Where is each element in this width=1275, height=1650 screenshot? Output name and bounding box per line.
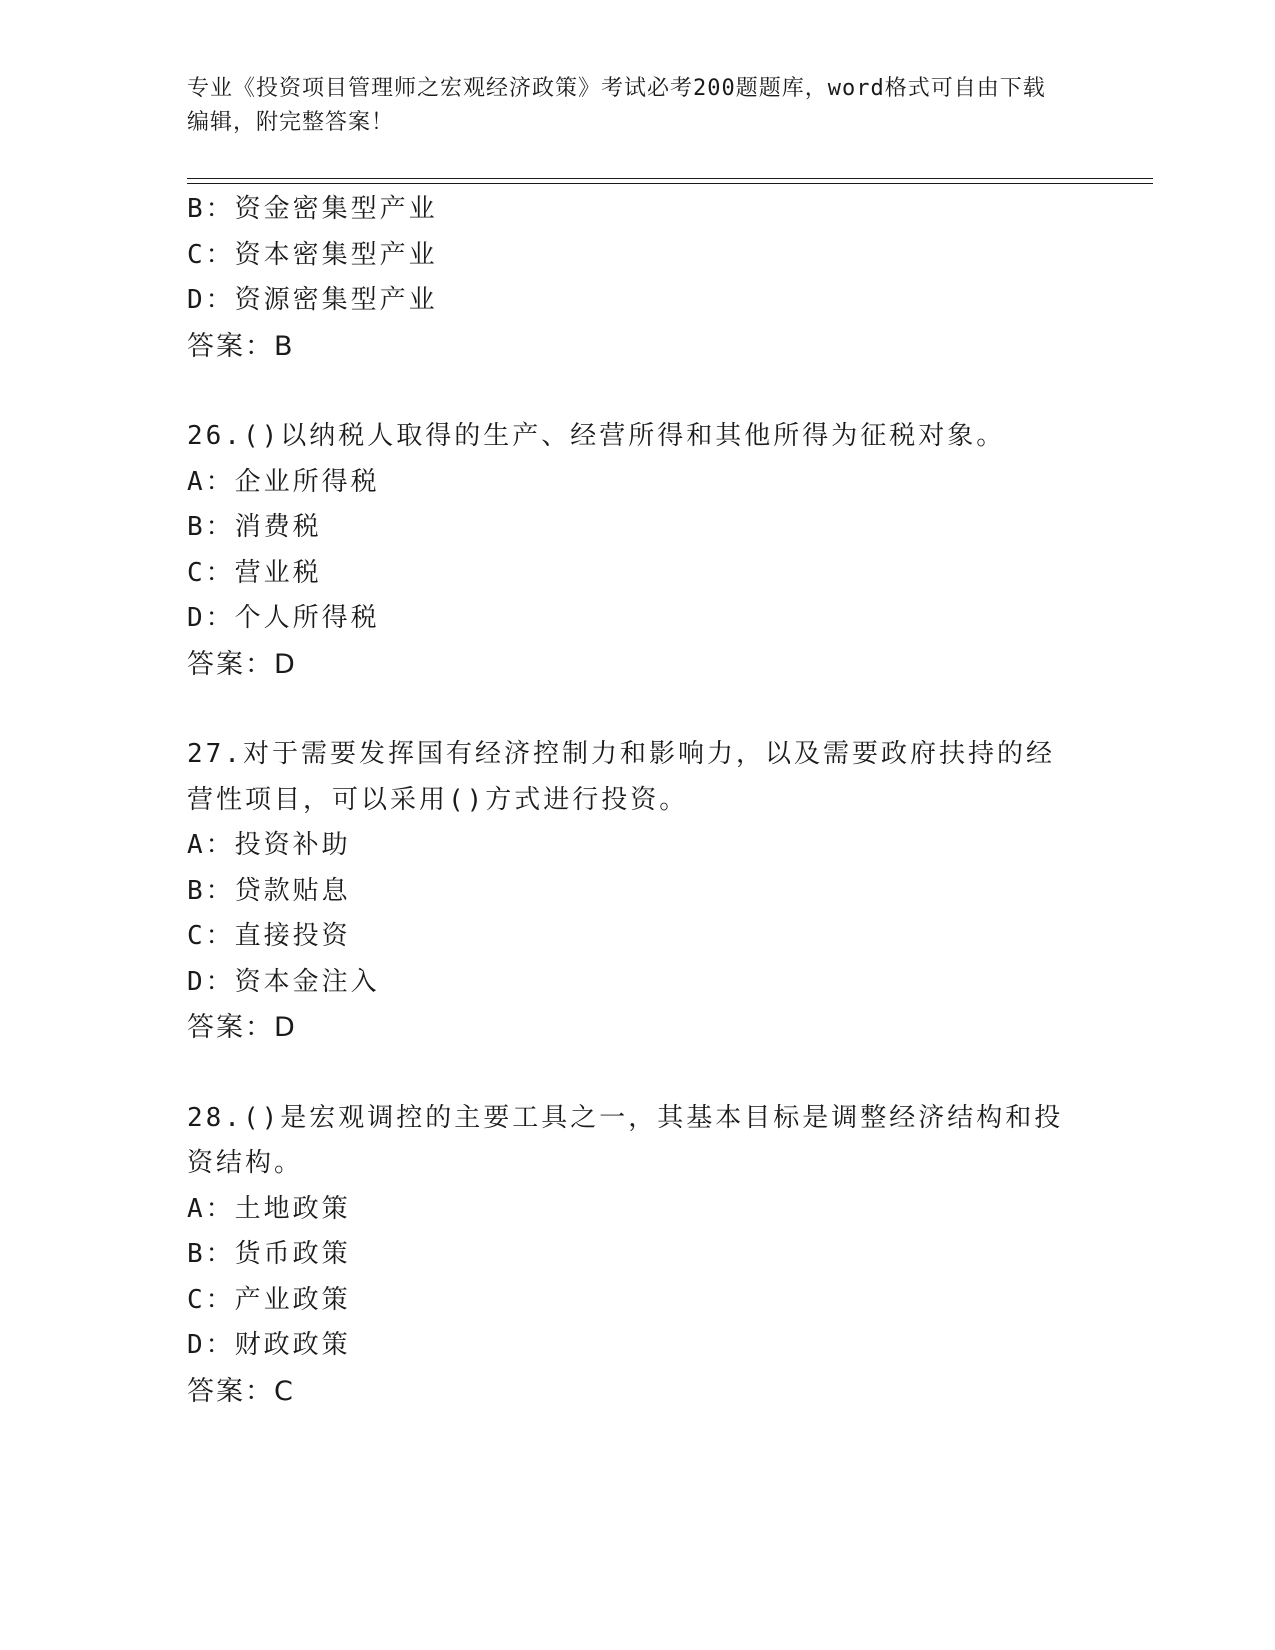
question-28 [187, 1096, 1087, 1415]
question-27 [187, 732, 1087, 1051]
answer: 答案：D [187, 648, 297, 680]
option-c: C：直接投资 [187, 921, 351, 951]
option-a: A：企业所得税 [187, 466, 380, 497]
option-b: B：资金密集型产业 [187, 194, 438, 224]
option-c: C：营业税 [187, 557, 322, 588]
option-d: D：财政政策 [187, 1330, 351, 1360]
option-c: C：资本密集型产业 [187, 239, 438, 270]
answer: 答案：D [187, 1012, 297, 1043]
option-a: A：投资补助 [187, 830, 351, 860]
option-c: C：产业政策 [187, 1284, 351, 1315]
option-b: B：货币政策 [187, 1239, 351, 1269]
question-list [187, 187, 1087, 1414]
spacer [187, 369, 1087, 414]
spacer [187, 687, 1087, 732]
option-d: D：个人所得税 [187, 603, 380, 633]
answer: 答案：B [187, 330, 295, 362]
option-d: D：资本金注入 [187, 966, 380, 997]
spacer [187, 1051, 1087, 1096]
question-25-tail [187, 187, 1087, 369]
header-divider-bottom [187, 183, 1153, 184]
header-divider-top [187, 178, 1153, 179]
question-text: 28.()是宏观调控的主要工具之一，其基本目标是调整经济结构和投资结构。 [187, 1102, 1064, 1178]
document-header: 专业《投资项目管理师之宏观经济政策》考试必考200题题库，word格式可自由下载编辑，附完整答案！ [187, 76, 1046, 135]
answer: 答案：C [187, 1375, 295, 1407]
option-b: B：贷款贴息 [187, 875, 351, 906]
option-d: D：资源密集型产业 [187, 285, 438, 315]
question-text: 26.()以纳税人取得的生产、经营所得和其他所得为征税对象。 [187, 421, 1006, 451]
question-26 [187, 414, 1087, 687]
option-a: A：土地政策 [187, 1193, 351, 1224]
option-b: B：消费税 [187, 512, 322, 542]
question-text: 27.对于需要发挥国有经济控制力和影响力，以及需要政府扶持的经营性项目，可以采用()方式进行投资。 [187, 739, 1055, 815]
